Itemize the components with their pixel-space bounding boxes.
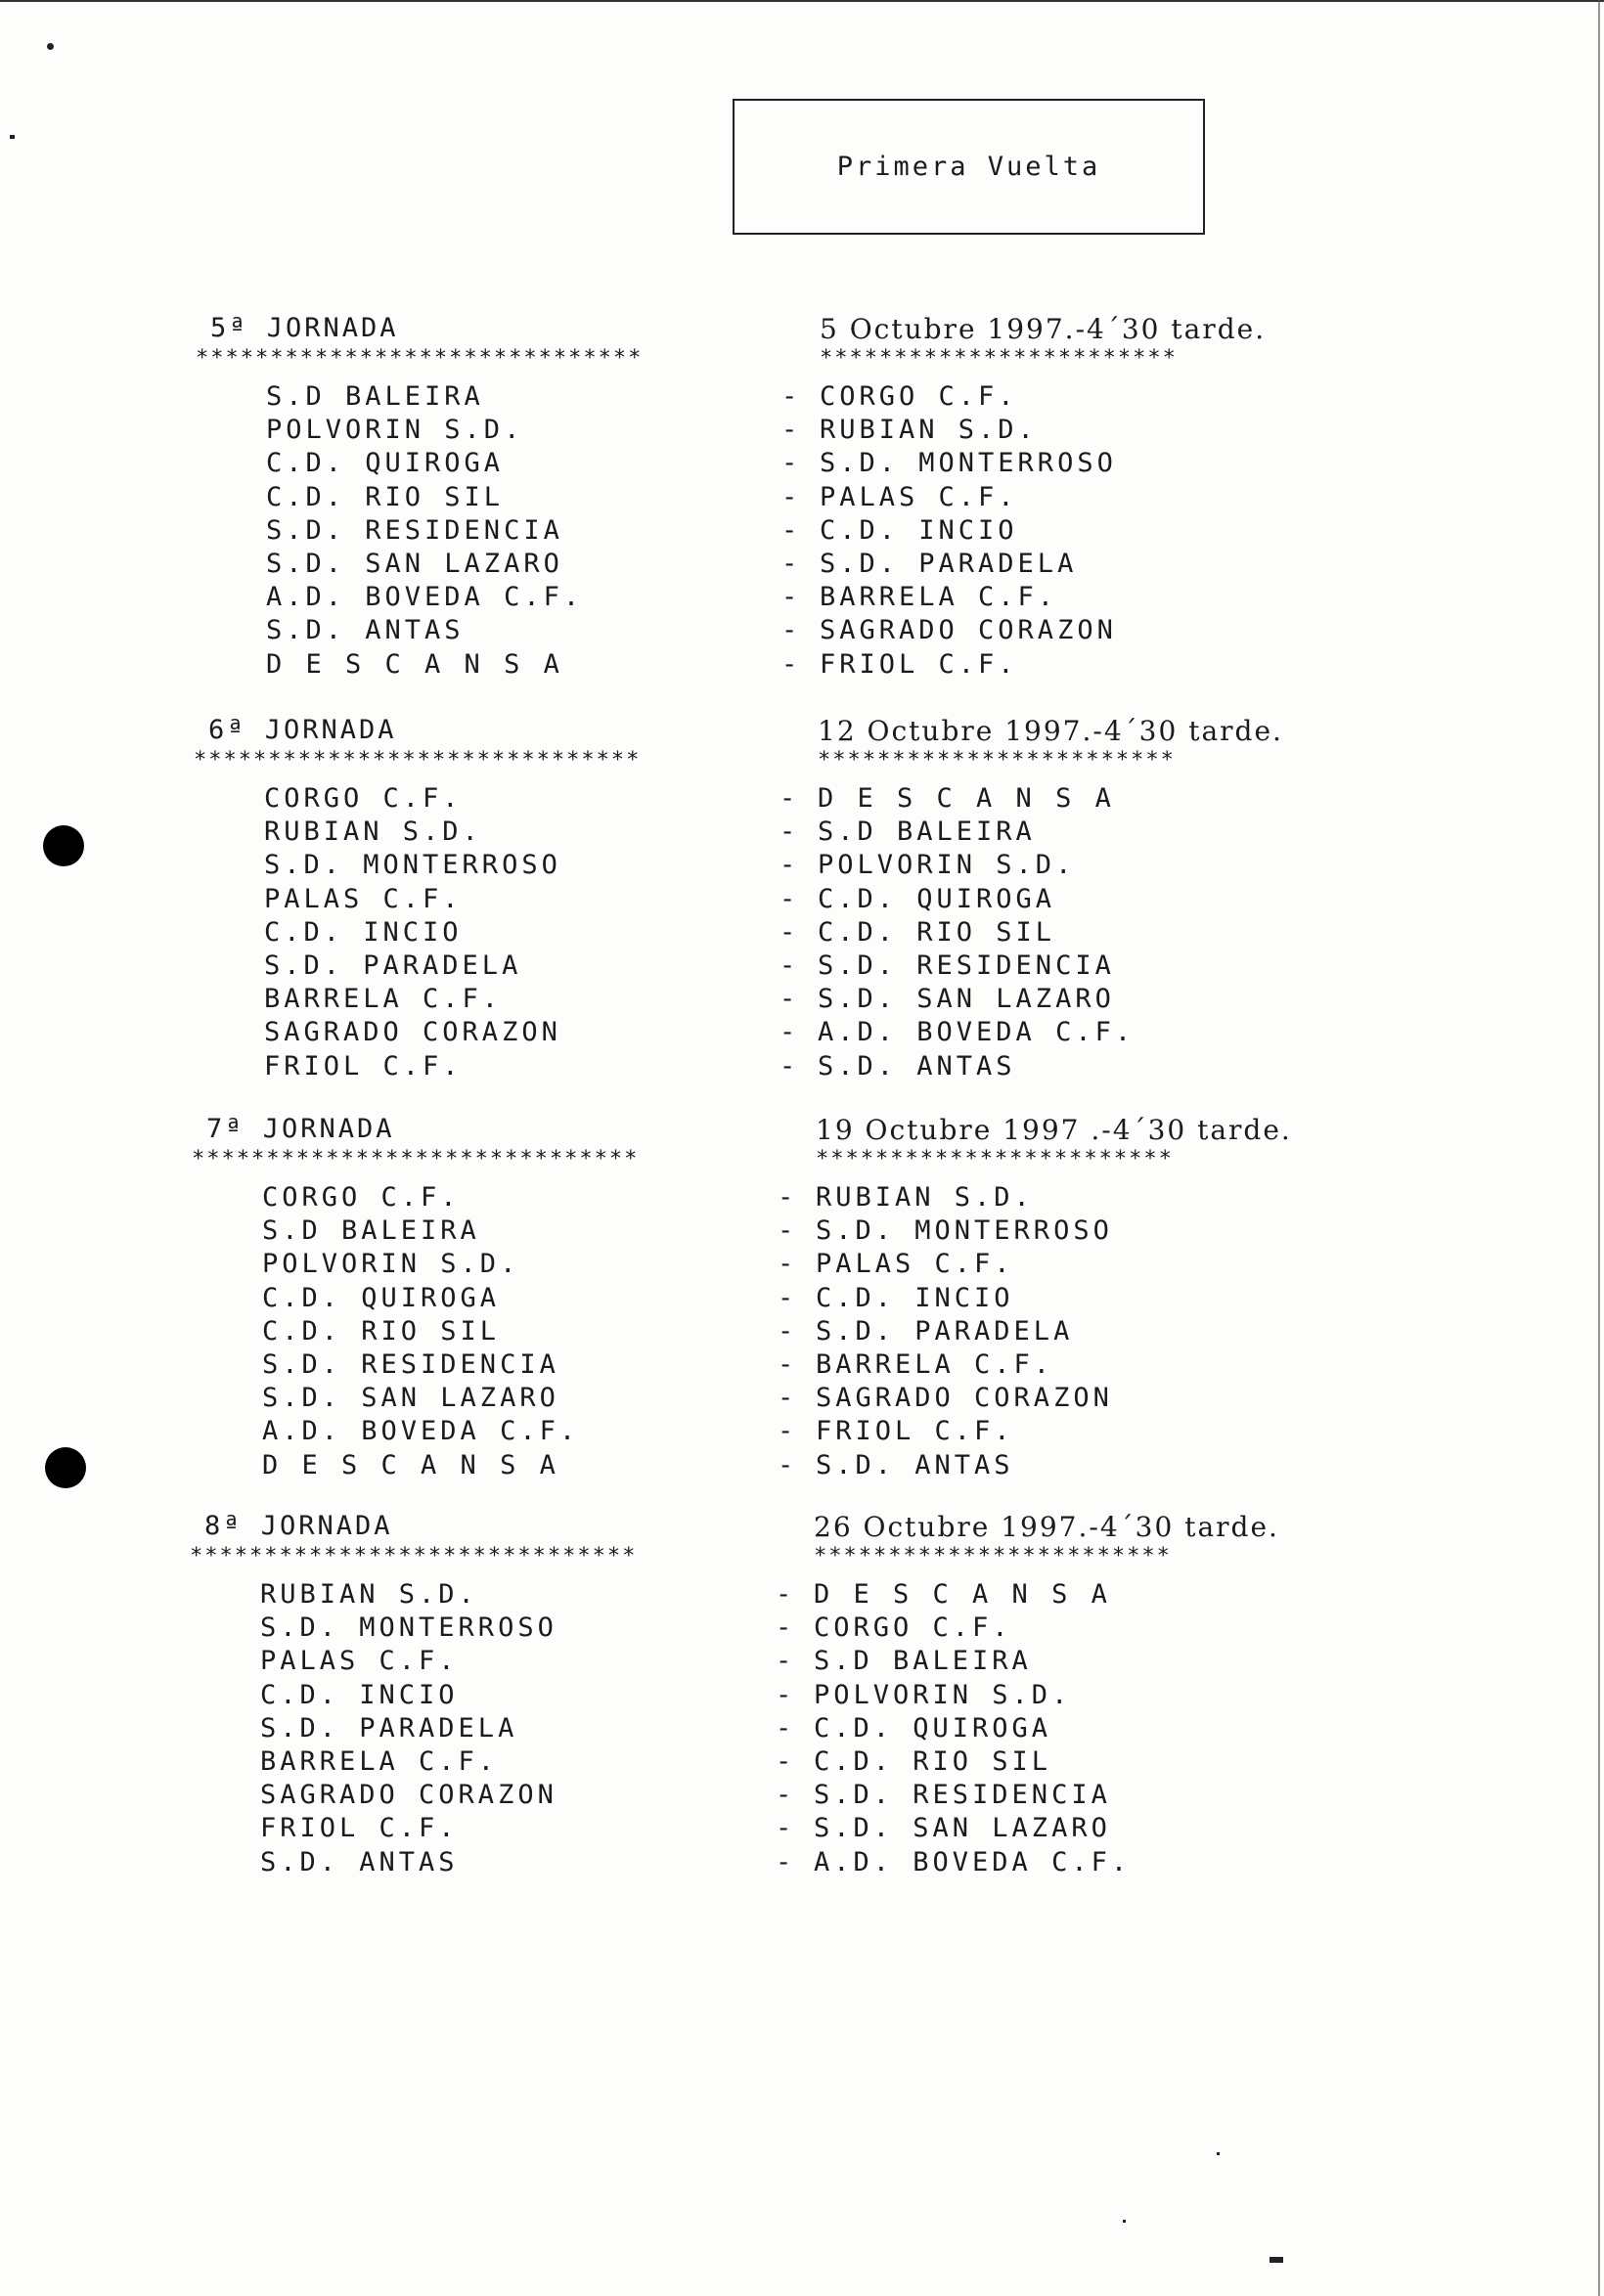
- jornada-title: 5ª JORNADA: [210, 313, 399, 343]
- home-team: S.D. ANTAS: [260, 1847, 459, 1877]
- home-team: POLVORIN S.D.: [262, 1249, 520, 1279]
- home-team: D E S C A N S A: [262, 1450, 559, 1480]
- home-team: RUBIAN S.D.: [260, 1579, 478, 1610]
- match-row: [260, 1780, 1604, 1813]
- home-team: S.D. SAN LAZARO: [262, 1383, 559, 1413]
- away-team: A.D. BOVEDA C.F.: [814, 1847, 1132, 1877]
- home-team: S.D. RESIDENCIA: [262, 1349, 559, 1380]
- home-team: CORGO C.F.: [262, 1182, 461, 1213]
- match-separator: -: [778, 1182, 798, 1213]
- match-row: [266, 515, 1604, 549]
- away-team: C.D. INCIO: [820, 515, 1018, 546]
- home-team: BARRELA C.F.: [260, 1746, 499, 1777]
- away-team: S.D. SAN LAZARO: [814, 1813, 1111, 1843]
- match-row: [264, 850, 1604, 883]
- match-row: [264, 783, 1604, 817]
- jornada-block: [0, 1114, 1604, 1510]
- away-team: FRIOL C.F.: [820, 649, 1018, 680]
- match-separator: -: [776, 1780, 796, 1810]
- match-separator: -: [780, 884, 800, 914]
- match-separator: -: [776, 1847, 796, 1877]
- jornada-date: 12 Octubre 1997.-4´30 tarde.: [818, 715, 1283, 747]
- match-row: [260, 1813, 1604, 1846]
- match-separator: -: [781, 615, 802, 645]
- home-team: D E S C A N S A: [266, 649, 563, 680]
- jornada-block: [0, 1511, 1604, 1907]
- match-separator: -: [776, 1680, 796, 1710]
- away-team: PALAS C.F.: [816, 1249, 1014, 1279]
- match-separator: -: [781, 549, 802, 579]
- match-separator: -: [778, 1316, 798, 1347]
- match-separator: -: [780, 1017, 800, 1047]
- match-separator: -: [776, 1746, 796, 1777]
- match-row: [266, 615, 1604, 648]
- match-separator: -: [778, 1383, 798, 1413]
- home-team: SAGRADO CORAZON: [264, 1017, 561, 1047]
- home-team: FRIOL C.F.: [260, 1813, 459, 1843]
- away-team: S.D. PARADELA: [816, 1316, 1074, 1347]
- home-team: RUBIAN S.D.: [264, 817, 482, 847]
- match-row: [266, 381, 1604, 415]
- scan-speck: [1123, 2220, 1126, 2223]
- match-separator: -: [778, 1416, 798, 1446]
- match-row: [262, 1383, 1604, 1416]
- home-team: A.D. BOVEDA C.F.: [262, 1416, 580, 1446]
- away-team: A.D. BOVEDA C.F.: [818, 1017, 1136, 1047]
- match-row: [266, 582, 1604, 615]
- away-team: C.D. QUIROGA: [818, 884, 1056, 914]
- match-row: [262, 1182, 1604, 1215]
- away-team: S.D. MONTERROSO: [820, 448, 1117, 478]
- away-team: S.D BALEIRA: [814, 1646, 1032, 1676]
- away-team: S.D. RESIDENCIA: [818, 950, 1115, 981]
- home-team: S.D. ANTAS: [266, 615, 465, 645]
- match-row: [260, 1579, 1604, 1612]
- jornada-title: 6ª JORNADA: [208, 715, 397, 745]
- match-row: [260, 1847, 1604, 1880]
- match-row: [260, 1612, 1604, 1646]
- away-team: RUBIAN S.D.: [820, 415, 1038, 445]
- home-team: S.D. PARADELA: [260, 1713, 518, 1744]
- home-team: A.D. BOVEDA C.F.: [266, 582, 584, 612]
- scan-speck: [1270, 2257, 1283, 2263]
- asterisk-rule: ************************: [814, 1544, 1172, 1568]
- home-team: FRIOL C.F.: [264, 1051, 463, 1082]
- away-team: RUBIAN S.D.: [816, 1182, 1034, 1213]
- away-team: BARRELA C.F.: [820, 582, 1058, 612]
- home-team: C.D. RIO SIL: [262, 1316, 501, 1347]
- home-team: C.D. RIO SIL: [266, 482, 505, 512]
- home-team: C.D. INCIO: [260, 1680, 459, 1710]
- jornada-block: [0, 715, 1604, 1111]
- match-separator: -: [776, 1579, 796, 1610]
- home-team: S.D BALEIRA: [266, 381, 484, 412]
- match-separator: -: [781, 515, 802, 546]
- away-team: SAGRADO CORAZON: [820, 615, 1117, 645]
- match-row: [262, 1215, 1604, 1249]
- match-row: [264, 984, 1604, 1017]
- match-row: [262, 1416, 1604, 1449]
- asterisk-rule: ******************************: [194, 748, 642, 773]
- match-separator: -: [776, 1813, 796, 1843]
- match-row: [266, 549, 1604, 582]
- away-team: S.D BALEIRA: [818, 817, 1036, 847]
- away-team: S.D. RESIDENCIA: [814, 1780, 1111, 1810]
- match-separator: -: [780, 850, 800, 880]
- away-team: CORGO C.F.: [814, 1612, 1012, 1643]
- match-separator: -: [781, 381, 802, 412]
- asterisk-rule: ************************: [816, 1147, 1174, 1171]
- jornada-date: 5 Octubre 1997.-4´30 tarde.: [820, 313, 1267, 345]
- scan-speck: [1217, 2152, 1220, 2155]
- away-team: C.D. RIO SIL: [818, 917, 1056, 948]
- match-separator: -: [776, 1646, 796, 1676]
- match-row: [260, 1713, 1604, 1746]
- asterisk-rule: ******************************: [192, 1147, 640, 1171]
- home-team: CORGO C.F.: [264, 783, 463, 814]
- match-separator: -: [781, 415, 802, 445]
- away-team: FRIOL C.F.: [816, 1416, 1014, 1446]
- match-separator: -: [781, 582, 802, 612]
- match-row: [262, 1249, 1604, 1282]
- away-team: C.D. INCIO: [816, 1283, 1014, 1313]
- match-row: [264, 950, 1604, 984]
- match-row: [264, 884, 1604, 917]
- home-team: BARRELA C.F.: [264, 984, 503, 1014]
- away-team: S.D. PARADELA: [820, 549, 1078, 579]
- page-title-box: [733, 99, 1205, 235]
- away-team: BARRELA C.F.: [816, 1349, 1054, 1380]
- match-row: [260, 1680, 1604, 1713]
- asterisk-rule: ************************: [818, 748, 1176, 773]
- away-team: POLVORIN S.D.: [814, 1680, 1072, 1710]
- match-separator: -: [776, 1713, 796, 1744]
- match-separator: -: [778, 1215, 798, 1246]
- match-separator: -: [781, 482, 802, 512]
- home-team: S.D. PARADELA: [264, 950, 522, 981]
- scan-speck: [10, 135, 15, 139]
- jornada-title: 8ª JORNADA: [204, 1511, 393, 1541]
- home-team: SAGRADO CORAZON: [260, 1780, 557, 1810]
- jornada-date: 26 Octubre 1997.-4´30 tarde.: [814, 1511, 1279, 1543]
- away-team: C.D. QUIROGA: [814, 1713, 1052, 1744]
- match-separator: -: [780, 783, 800, 814]
- match-separator: -: [781, 448, 802, 478]
- match-separator: -: [778, 1249, 798, 1279]
- away-team: C.D. RIO SIL: [814, 1746, 1052, 1777]
- match-row: [260, 1746, 1604, 1780]
- match-row: [262, 1283, 1604, 1316]
- asterisk-rule: ************************: [820, 346, 1178, 371]
- jornada-date: 19 Octubre 1997 .-4´30 tarde.: [816, 1114, 1292, 1146]
- home-team: C.D. QUIROGA: [266, 448, 505, 478]
- match-row: [266, 448, 1604, 481]
- jornada-block: [0, 313, 1604, 709]
- match-row: [266, 415, 1604, 448]
- away-team: SAGRADO CORAZON: [816, 1383, 1113, 1413]
- away-team: S.D. SAN LAZARO: [818, 984, 1115, 1014]
- jornada-title: 7ª JORNADA: [206, 1114, 395, 1144]
- away-team: S.D. ANTAS: [816, 1450, 1014, 1480]
- home-team: POLVORIN S.D.: [266, 415, 524, 445]
- away-team: POLVORIN S.D.: [818, 850, 1076, 880]
- match-separator: -: [780, 1051, 800, 1082]
- away-team: PALAS C.F.: [820, 482, 1018, 512]
- away-team: D E S C A N S A: [814, 1579, 1111, 1610]
- match-row: [264, 1017, 1604, 1050]
- match-separator: -: [778, 1450, 798, 1480]
- away-team: S.D. ANTAS: [818, 1051, 1016, 1082]
- match-separator: -: [778, 1283, 798, 1313]
- match-row: [264, 817, 1604, 850]
- match-row: [264, 917, 1604, 950]
- match-separator: -: [780, 950, 800, 981]
- home-team: C.D. INCIO: [264, 917, 463, 948]
- match-separator: -: [776, 1612, 796, 1643]
- away-team: D E S C A N S A: [818, 783, 1115, 814]
- match-separator: -: [780, 984, 800, 1014]
- home-team: PALAS C.F.: [264, 884, 463, 914]
- match-row: [264, 1051, 1604, 1084]
- top-edge-line: [0, 0, 1604, 2]
- match-row: [260, 1646, 1604, 1679]
- match-row: [262, 1450, 1604, 1483]
- match-separator: -: [781, 649, 802, 680]
- away-team: CORGO C.F.: [820, 381, 1018, 412]
- home-team: S.D BALEIRA: [262, 1215, 480, 1246]
- match-row: [266, 649, 1604, 683]
- match-separator: -: [778, 1349, 798, 1380]
- match-separator: -: [780, 917, 800, 948]
- scan-speck: [47, 43, 54, 50]
- page-title: Primera Vuelta: [836, 152, 1101, 182]
- away-team: S.D. MONTERROSO: [816, 1215, 1113, 1246]
- home-team: PALAS C.F.: [260, 1646, 459, 1676]
- match-row: [262, 1349, 1604, 1383]
- match-row: [266, 482, 1604, 515]
- asterisk-rule: ******************************: [190, 1544, 638, 1568]
- match-row: [262, 1316, 1604, 1349]
- home-team: S.D. SAN LAZARO: [266, 549, 563, 579]
- asterisk-rule: ******************************: [196, 346, 644, 371]
- match-separator: -: [780, 817, 800, 847]
- home-team: S.D. RESIDENCIA: [266, 515, 563, 546]
- home-team: S.D. MONTERROSO: [264, 850, 561, 880]
- home-team: C.D. QUIROGA: [262, 1283, 501, 1313]
- home-team: S.D. MONTERROSO: [260, 1612, 557, 1643]
